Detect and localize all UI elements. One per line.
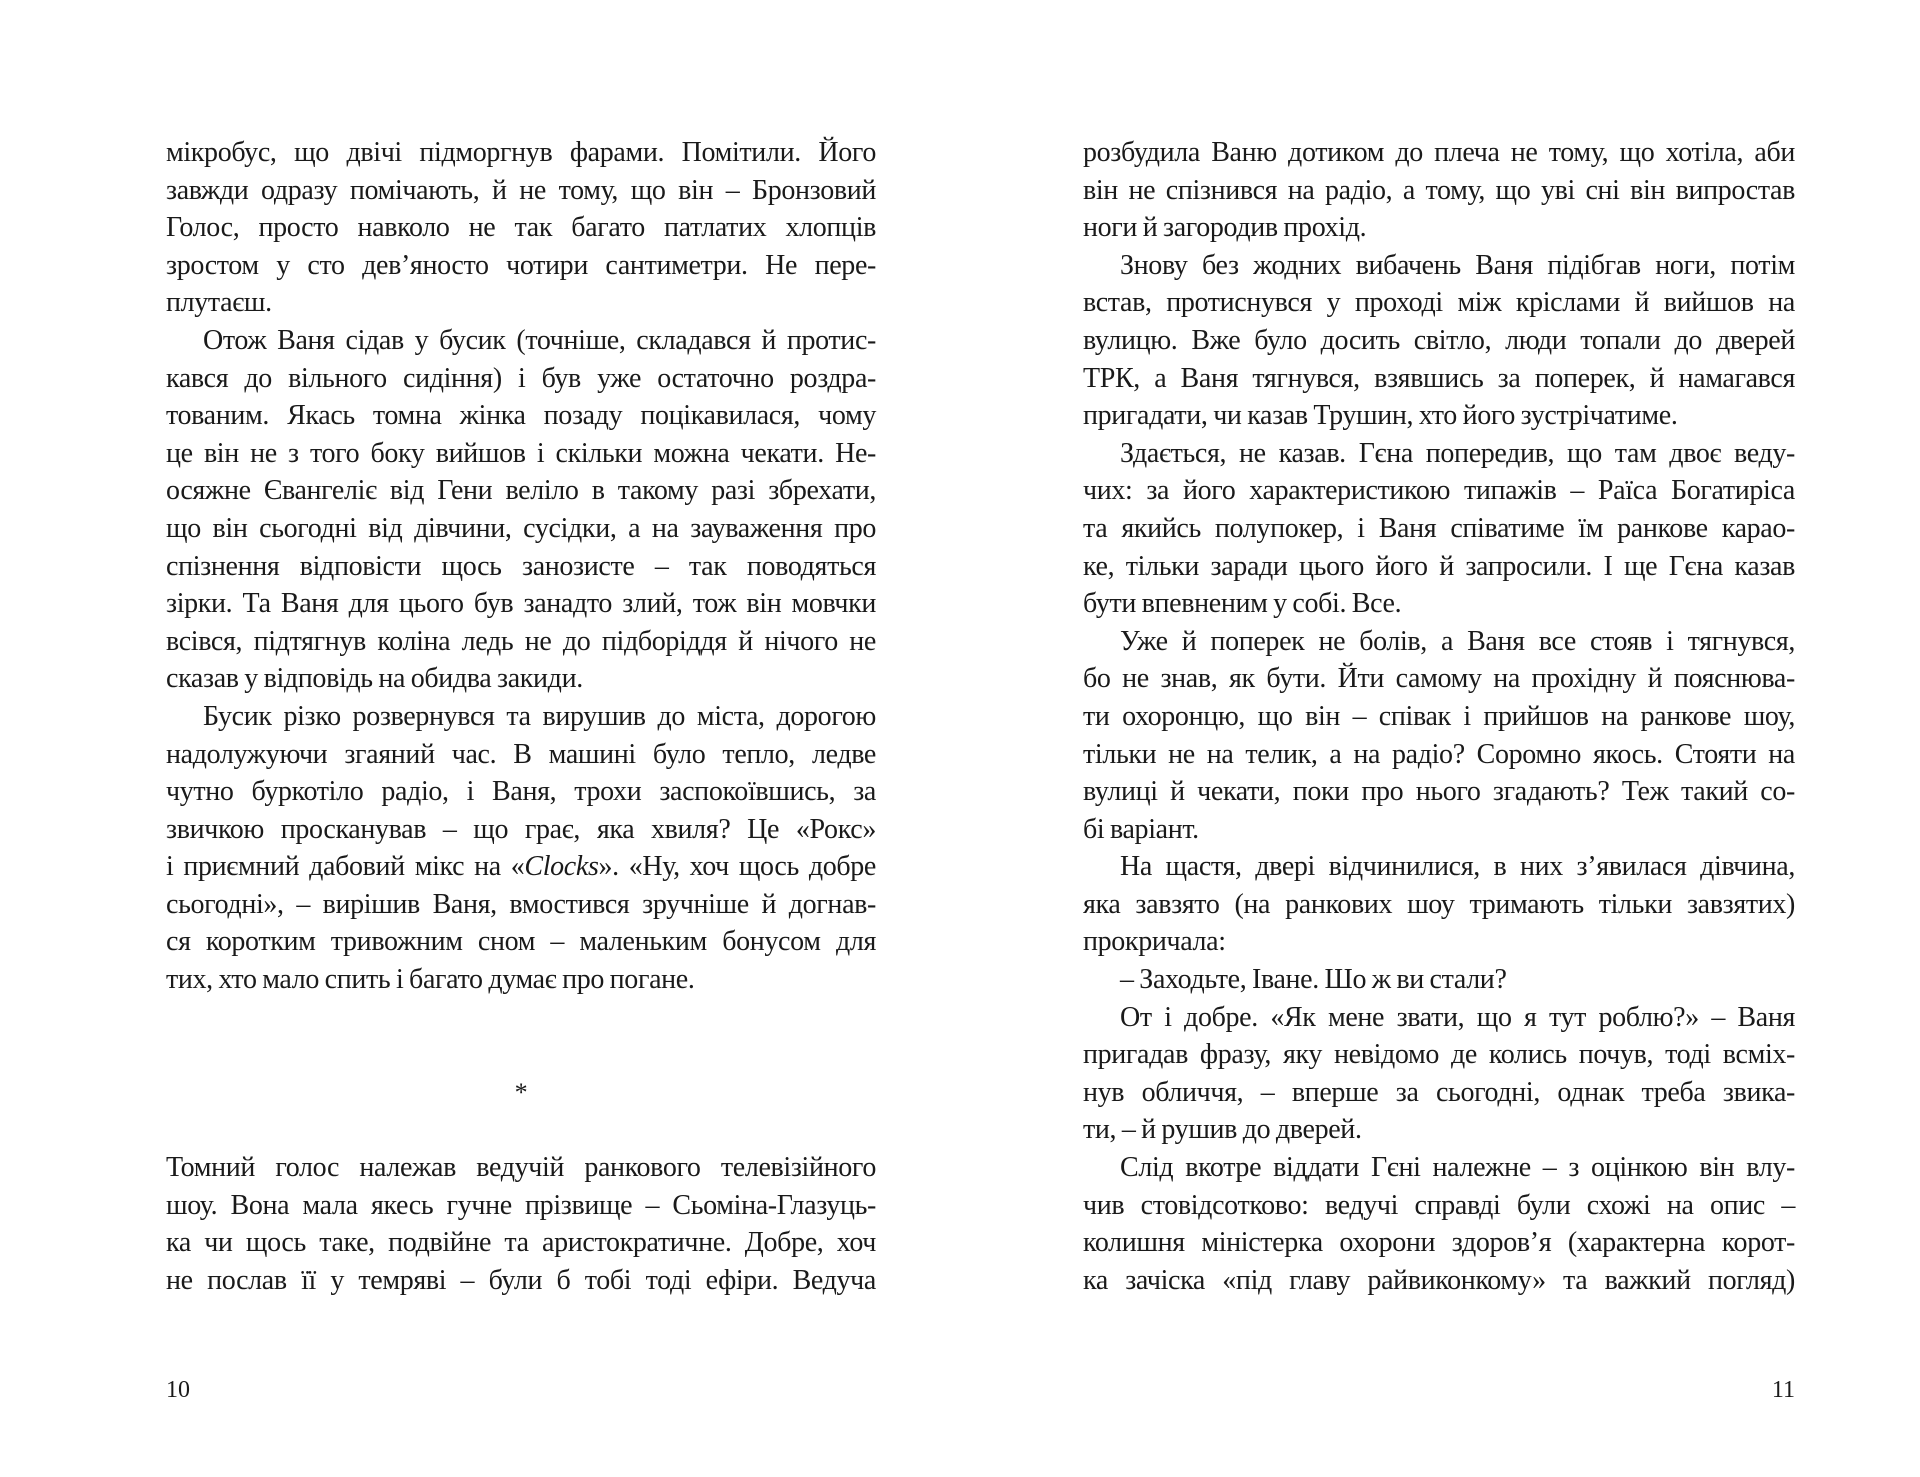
blank-line — [166, 1111, 876, 1149]
text-line: сьогодні», – вирішив Ваня, вмостився зручніше й догнав- — [166, 888, 876, 920]
right-page-text-column — [1083, 134, 1795, 1299]
text-line: Томний голос належав ведучій ранкового телевізійного — [166, 1152, 876, 1184]
italic-song-title: Clocks — [524, 851, 599, 883]
blank-line — [166, 1036, 876, 1074]
paragraph-first-line: На щастя, двері відчинилися, в них з’явилася дівчина, — [1120, 851, 1795, 883]
left-page-text-column — [166, 134, 876, 1299]
blank-line — [166, 999, 876, 1037]
text-line: ТРК, а Ваня тягнувся, взявшись за поперек, й намагався — [1083, 362, 1795, 394]
text-line: вулиці й чекати, поки про нього згадають? Теж такий со- — [1083, 776, 1795, 808]
text-line: вулицю. Вже було досить світло, люди топали до дверей — [1083, 324, 1795, 356]
text-line: чих: за його характеристикою типажів – Раїса Богатиріса — [1083, 475, 1795, 507]
right-page — [960, 0, 1920, 1477]
text-line: ся коротким тривожним сном – маленьким бонусом для — [166, 926, 876, 958]
text-line: зірки. Та Ваня для цього був занадто злий, тож він мовчки — [166, 588, 876, 620]
text-line: нув обличчя, – вперше за сьогодні, однак треба звика- — [1083, 1076, 1795, 1108]
text-line: спізнення відповісти щось занозисте – так поводяться — [166, 550, 876, 582]
text-line: бо не знав, як бути. Йти самому на прохідну й пояснюва- — [1083, 663, 1795, 695]
text-line: пригадав фразу, яку невідомо де колись почув, тоді всміх- — [1083, 1039, 1795, 1071]
text-line: колишня міністерка охорони здоров’я (характерна корот- — [1083, 1227, 1795, 1259]
page-number-left: 10 — [166, 1377, 190, 1403]
text-line: ке, тільки заради цього його й запросили. І ще Гєна казав — [1083, 550, 1795, 582]
text-line: встав, протиснувся у проході між кріслами й вийшов на — [1083, 287, 1795, 319]
text-line: всівся, підтягнув коліна ледь не до підборіддя й нічого не — [166, 625, 876, 657]
text-line: ти охоронцю, що він – співак і прийшов на ранкове шоу, — [1083, 700, 1795, 732]
text-line: осяжне Євангеліє від Гени веліло в такому разі збрехати, — [166, 475, 876, 507]
text-line: зростом у сто дев’яносто чотири сантиметри. Не пере- — [166, 249, 876, 281]
paragraph-first-line: От і добре. «Як мене звати, що я тут роблю?» – Ваня — [1120, 1001, 1795, 1033]
paragraph-first-line: Отож Ваня сідав у бусик (точніше, складався й протис- — [203, 324, 876, 356]
paragraph-first-line: Знову без жодних вибачень Ваня підібгав ноги, потім — [1120, 249, 1795, 281]
text-line: плутаєш. — [166, 287, 272, 319]
text-line: не послав її у темряві – були б тобі тоді ефіри. Ведуча — [166, 1264, 876, 1296]
paragraph-first-line: Уже й поперек не болів, а Ваня все стояв і тягнувся, — [1120, 625, 1795, 657]
text-line: бути впевненим у собі. Все. — [1083, 588, 1402, 620]
text-line: що він сьогодні від дівчини, сусідки, а на зауваження про — [166, 512, 876, 544]
text-line: звичкою просканував – що грає, яка хвиля? Це «Рокс» — [166, 813, 876, 845]
text-line: тованим. Якась томна жінка позаду поцікавилася, чому — [166, 400, 876, 432]
text-line: Голос, просто навколо не так багато патлатих хлопців — [166, 212, 876, 244]
text-line: надолужуючи згаяний час. В машині було тепло, ледве — [166, 738, 876, 770]
paragraph-first-line: Бусик різко розвернувся та вирушив до міста, дорогою — [203, 700, 876, 732]
text-segment: ». «Ну, хоч щось добре — [598, 851, 876, 883]
text-line: мікробус, що двічі підморгнув фарами. Помітили. Його — [166, 137, 876, 168]
paragraph-first-line: Здається, не казав. Гєна попередив, що там двоє веду- — [1120, 437, 1795, 469]
text-line: завжди одразу помічають, й не тому, що він – Бронзовий — [166, 174, 876, 206]
text-line — [166, 848, 876, 886]
text-line: ка зачіска «під главу райвиконкому» та важкий погляд) — [1083, 1264, 1795, 1296]
text-line: він не спізнився на радіо, а тому, що уві сні він випростав — [1083, 174, 1795, 206]
text-line: пригадати, чи казав Трушин, хто його зустрічатиме. — [1083, 400, 1678, 432]
text-line: чив стовідсотково: ведучі справді були схожі на опис – — [1083, 1189, 1795, 1221]
text-line: бі варіант. — [1083, 813, 1199, 845]
paragraph-first-line: Слід вкотре віддати Гєні належне – з оцінкою він влу- — [1120, 1152, 1795, 1184]
text-line: кався до вільного сидіння) і був уже остаточно роздра- — [166, 362, 876, 394]
section-separator-asterisk: * — [514, 1077, 528, 1107]
text-line: сказав у відповідь на обидва закиди. — [166, 663, 583, 695]
text-line: розбудила Ваню дотиком до плеча не тому, що хотіла, аби — [1083, 137, 1795, 168]
text-line: ка чи щось таке, подвійне та аристократичне. Добре, хоч — [166, 1227, 876, 1259]
text-line: прокричала: — [1083, 926, 1226, 958]
text-line: шоу. Вона мала якесь гучне прізвище – Сьоміна-Глазуць- — [166, 1189, 876, 1221]
text-line: ноги й загородив прохід. — [1083, 212, 1367, 244]
text-line: це він не з того боку вийшов і скільки можна чекати. Не- — [166, 437, 876, 469]
text-line: ти, – й рушив до дверей. — [1083, 1114, 1362, 1146]
text-line: яка завзято (на ранкових шоу тримають тільки завзятих) — [1083, 888, 1795, 920]
text-segment: і приємний дабовий мікс на « — [166, 851, 525, 883]
text-line: та якийсь полупокер, і Ваня співатиме їм ранкове карао- — [1083, 512, 1795, 544]
page-number-right: 11 — [1771, 1377, 1795, 1403]
text-line: тих, хто мало спить і багато думає про погане. — [166, 964, 695, 996]
text-line: тільки не на телик, а на радіо? Соромно якось. Стояти на — [1083, 738, 1795, 770]
text-line: чутно буркотіло радіо, і Ваня, трохи заспокоївшись, за — [166, 776, 876, 808]
paragraph-first-line: – Заходьте, Іване. Шо ж ви стали? — [1120, 964, 1507, 996]
